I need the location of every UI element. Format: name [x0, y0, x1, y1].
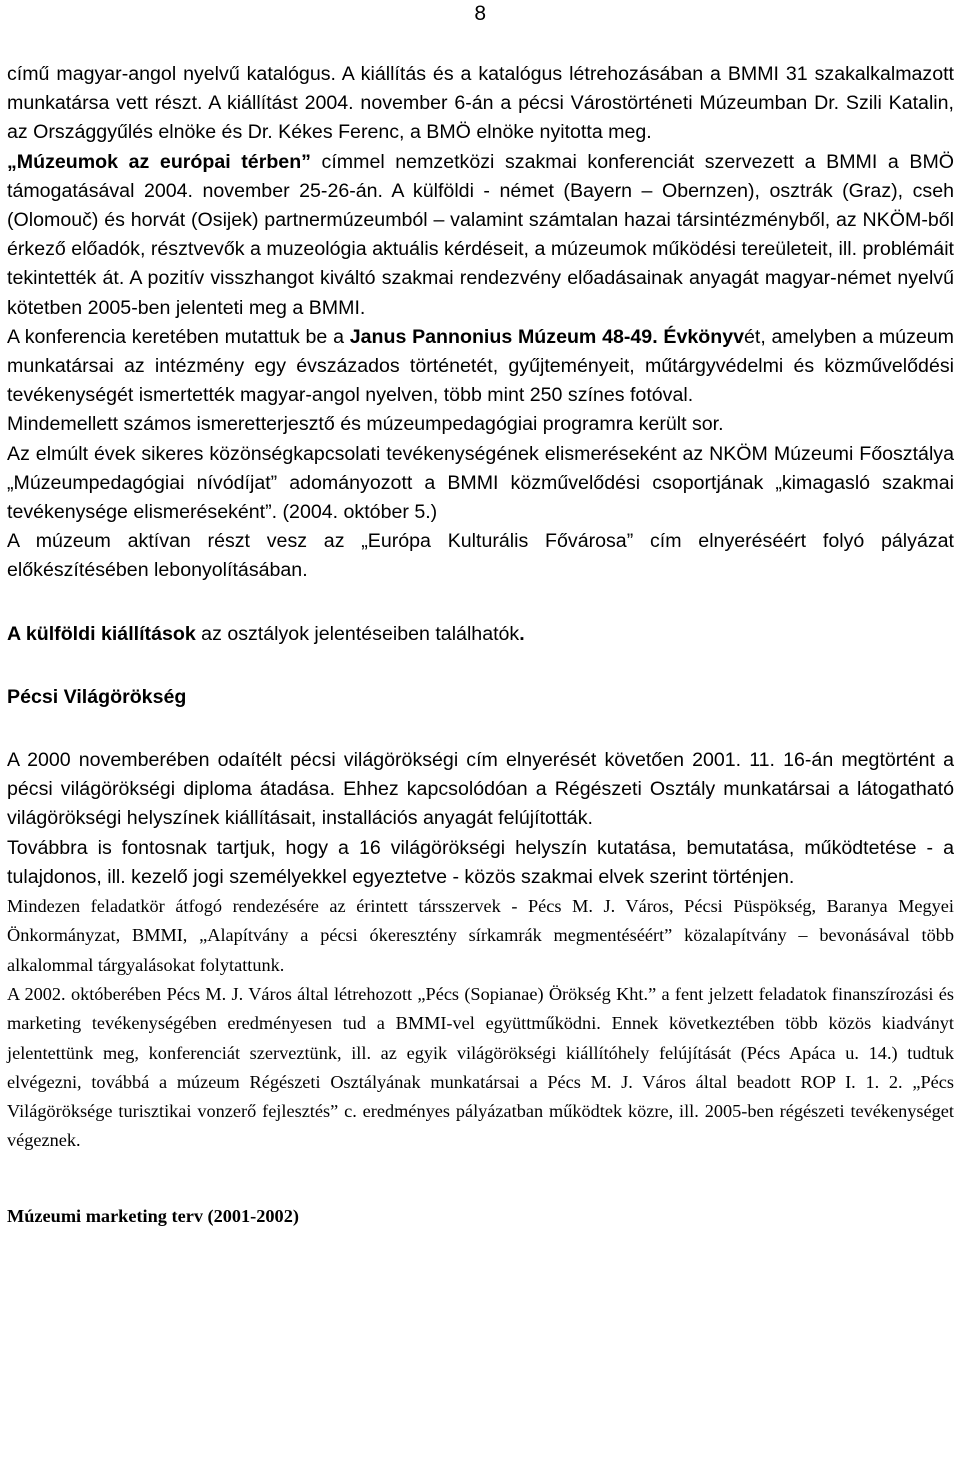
spacer: [7, 712, 954, 746]
foreign-exhibitions-period: .: [519, 622, 525, 645]
paragraph-world-heritage-diploma: A 2000 novemberében odaítélt pécsi világörökségi cím elnyerését követően 2001. 11. 16-án megtörtént a pécsi világörökségi diploma átadása. Ehhez kapcsolódóan a Régészeti Osztály munkatársai a látogatható világörökségi helyszínek kiállításait, installációs anyagát felújították.: [7, 749, 954, 830]
section-heading-marketing-plan: Múzeumi marketing terv (2001-2002): [7, 1205, 299, 1226]
foreign-exhibitions-label: A külföldi kiállítások: [7, 622, 196, 645]
paragraph-programs: Mindemellett számos ismeretterjesztő és múzeumpedagógiai programra került sor.: [7, 413, 724, 436]
spacer: [7, 1156, 954, 1202]
yearbook-text-a: A konferencia keretében mutattuk be a: [7, 325, 350, 348]
paragraph-yearbook: [7, 323, 954, 411]
conference-text: címmel nemzetközi szakmai konferenciát szervezett a BMMI a BMÖ támogatásával 2004. november 25-26-án. A külföldi - német (Bayern – Obernzen), osztrák (Graz), cseh (Olomouč) és horvát (Osijek) partnermúzeumból – valamint számtalan hazai társintézményből, az NKÖM-ből érkező előadók, résztvevők a muzeológia aktuális kérdéseit, a múzeumok működési tereületeit, ill. problémáit tekintették át. A pozitív visszhangot kiváltó szakmai rendezvény előadásainak anyagát magyar-német nyelvű kötetben 2005-ben jelenteti meg a BMMI.: [7, 150, 955, 319]
paragraph-negotiations: Mindezen feladatkör átfogó rendezésére az érintett társszervek - Pécs M. J. Város, Pécsi Püspökség, Baranya Megyei Önkormányzat, BMMI, „Alapítvány a pécsi ókeresztény sírkamrák megmentéséért” közalapítvány – bevonásával több alkalommal tárgyalásokat folytattunk.: [7, 896, 954, 975]
yearbook-title: Janus Pannonius Múzeum 48-49. Évkönyv: [349, 325, 744, 348]
paragraph-foreign-exhibitions: [7, 620, 954, 649]
page-number: 8: [474, 2, 486, 25]
paragraph-conference: [7, 148, 954, 323]
foreign-exhibitions-text: az osztályok jelentéseiben találhatók: [195, 622, 520, 645]
conference-title: „Múzeumok az európai térben”: [7, 150, 311, 173]
spacer: [7, 649, 954, 683]
spacer: [7, 586, 954, 620]
text-flow: [7, 60, 954, 1231]
paragraph-heritage-kht: A 2002. októberében Pécs M. J. Város által létrehozott „Pécs (Sopianae) Örökség Kht.” a fent jelzett feladatok finanszírozási és marketing tevékenységében eredményesen tud a BMMI-vel együttműködni. Ennek következtében több közös kiadványt jelentettünk meg, konferenciát szerveztünk, ill. az egyik világörökségi kiállítóhely felújítását (Pécs Apáca u. 14.) tudtuk elvégezni, továbbá a múzeum Régészeti Osztályának munkatársai a Pécs M. J. Város által beadott ROP I. 1. 2. „Pécs Világöröksége turisztikai vonzerő fejlesztés” c. eredményes pályázatban működtek közre, ill. 2005-ben régészeti tevékenységet végeznek.: [7, 983, 954, 1151]
paragraph-award: Az elmúlt évek sikeres közönségkapcsolati tevékenységének elismeréseként az NKÖM Múzeumi Főosztálya „Múzeumpedagógiai nívódíjat” adományozott a BMMI közművelődési csoportjának „kimagasló szakmai tevékenysége elismeréseként”. (2004. október 5.): [7, 442, 954, 524]
paragraph-world-heritage-sites: Továbbra is fontosnak tartjuk, hogy a 16 világörökségi helyszín kutatása, bemutatása, működtetése - a tulajdonos, ill. kezelő jogi személyekkel egyeztetve - közös szakmai elvek szerint történjen.: [7, 836, 954, 888]
yearbook-text-b: ét, amelyben a múzeum munkatársai az intézmény egy évszázados történetét, gyűjteményeit, műtárgyvédelmi és közművelődési tevékenységét ismertették magyar-angol nyelven, több mint 250 színes fotóval.: [7, 325, 954, 407]
section-heading-world-heritage: Pécsi Világörökség: [7, 685, 187, 708]
paragraph-capital-of-culture: A múzeum aktívan részt vesz az „Európa Kulturális Fővárosa” cím elnyeréséért folyó pályázat előkészítésében lebonyolításában.: [7, 530, 954, 582]
paragraph-catalogue: című magyar-angol nyelvű katalógus. A kiállítás és a katalógus létrehozásában a BMMI 31 szakalkalmazott munkatársa vett részt. A kiállítást 2004. november 6-án a pécsi Várostörténeti Múzeumban Dr. Szili Katalin, az Országgyűlés elnöke és Dr. Kékes Ferenc, a BMÖ elnöke nyitotta meg.: [7, 63, 954, 144]
